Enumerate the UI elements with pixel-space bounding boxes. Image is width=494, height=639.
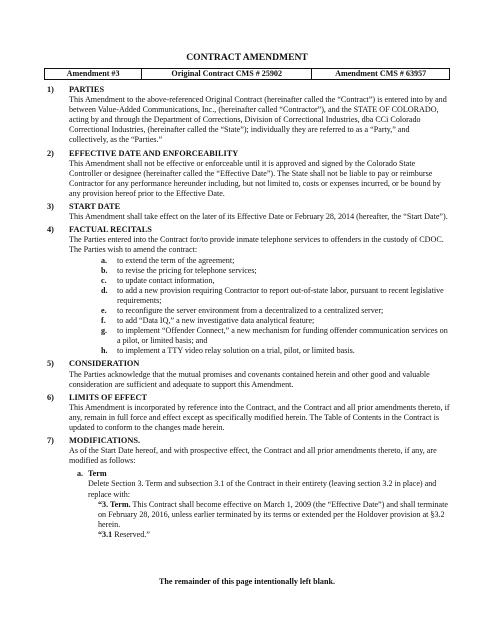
quoted-clause-text: This Contract shall become effective on March 1, 2009 (the “Effective Date”) and shall terminate on February 28, 2016, unless earlier terminated by its terms or extended per the Holdover provision at §3.2 herein.	[98, 499, 448, 529]
section-heading: CONSIDERATION	[69, 359, 140, 369]
list-item-letter: e.	[101, 305, 107, 315]
subsection-body: Delete Section 3. Term and subsection 3.1 of the Contract in their entirety (leaving section 3.2 in place) and replace with:	[88, 479, 437, 499]
amendment-number-cell: Amendment #3	[45, 69, 142, 80]
section-consideration	[44, 359, 450, 389]
quoted-reserved-clause	[98, 530, 450, 540]
quoted-term-clause	[98, 500, 450, 530]
modification-term	[77, 469, 450, 540]
section-body: This Amendment is incorporated by reference into the Contract, and the Contract and all prior amendments thereto, if any, remain in full force and effect except as specifically modified herein. The Table of Contents in the Contract is updated to conform to the changes made herein.	[69, 402, 450, 432]
list-item-letter: g.	[101, 326, 108, 336]
subsection-letter: a.	[77, 469, 84, 479]
section-number: 7)	[47, 436, 54, 446]
amendment-header-table	[44, 68, 450, 80]
section-body: The Parties entered into the Contract for/to provide inmate telephone services to offenders in the custody of CDOC. The Parties wish to amend the contract:	[69, 235, 444, 255]
section-body: The Parties acknowledge that the mutual promises and covenants contained herein and other good and valuable consideration are sufficient and adequate to support this Amendment.	[69, 369, 430, 389]
section-parties	[44, 85, 450, 146]
section-modifications	[44, 436, 450, 540]
list-item	[101, 266, 450, 276]
page-title: CONTRACT AMENDMENT	[186, 52, 308, 63]
section-body: This Amendment shall take effect on the later of its Effective Date or February 28, 2014 (hereafter, the “Start Date”).	[69, 212, 448, 222]
list-item-text: to revise the pricing for telephone services;	[117, 265, 257, 275]
list-item	[101, 256, 450, 266]
list-item-text: to reconfigure the server environment from a decentralized to a centralized server;	[117, 305, 384, 315]
list-item-letter: b.	[101, 265, 108, 275]
section-heading: EFFECTIVE DATE AND ENFORCEABILITY	[69, 148, 239, 158]
list-item	[101, 346, 450, 356]
section-number: 3)	[47, 202, 54, 212]
amendment-cms-cell: Amendment CMS # 63957	[312, 69, 450, 80]
list-item-text: to add a new provision requiring Contractor to report out-of-state labor, pursuant to recent legislative requirements;	[117, 285, 444, 305]
quoted-clause-number: “3.1	[98, 529, 113, 539]
list-item	[101, 326, 450, 346]
list-item-letter: a.	[101, 255, 108, 265]
list-item-text: to implement a TTY video relay solution on a trial, pilot, or limited basis.	[117, 346, 355, 356]
quoted-clause-text: Reserved.”	[112, 529, 150, 539]
section-body: As of the Start Date hereof, and with prospective effect, the Contract and all prior amendments thereto, if any, are modified as follows:	[69, 446, 437, 466]
list-item-letter: c.	[101, 275, 107, 285]
quoted-clause-number: “3. Term.	[98, 499, 131, 509]
section-limits-of-effect	[44, 393, 450, 433]
list-item	[101, 316, 450, 326]
section-heading: FACTUAL RECITALS	[69, 225, 152, 235]
section-number: 1)	[47, 85, 54, 94]
section-number: 6)	[47, 392, 54, 402]
list-item	[101, 286, 450, 306]
section-heading: START DATE	[69, 202, 121, 212]
recitals-list	[101, 256, 450, 357]
list-item-letter: d.	[101, 285, 108, 295]
section-start-date	[44, 202, 450, 222]
page-footer-note: The remainder of this page intentionally left blank.	[159, 577, 335, 586]
list-item-text: to add “Data IQ,” a new investigative data analytical feature;	[117, 316, 315, 326]
section-number: 4)	[47, 225, 54, 235]
section-body: This Amendment to the above-referenced Original Contract (hereinafter called the “Contract”) is entered into by and between Value-Added Communications, Inc., (hereinafter called “Contractor”), and the STATE OF COLORADO, acting by and through the Department of Corrections, Division of Correctional Industries, dba CCi Colorado Correctional Industries, (hereinafter called the “State”); individually they are referred to as a “Party,” and collectively, as the “Parties.”	[69, 95, 447, 145]
section-number: 2)	[47, 148, 54, 158]
list-item	[101, 276, 450, 286]
list-item	[101, 306, 450, 316]
section-heading: MODIFICATIONS.	[69, 436, 141, 446]
list-item-text: to extend the term of the agreement;	[117, 255, 235, 265]
section-heading: LIMITS OF EFFECT	[69, 392, 148, 402]
list-item-letter: f.	[101, 316, 106, 326]
list-item-text: to implement “Offender Connect,” a new mechanism for funding offender communication services on a pilot, or limited basis; and	[117, 326, 448, 346]
list-item-text: to update contact information,	[117, 275, 215, 285]
section-factual-recitals	[44, 225, 450, 356]
section-number: 5)	[47, 359, 54, 369]
subsection-heading: Term	[88, 469, 107, 479]
section-effective-date	[44, 149, 450, 199]
original-contract-cell: Original Contract CMS # 25902	[142, 69, 312, 80]
list-item-letter: h.	[101, 346, 108, 356]
section-body: This Amendment shall not be effective or enforceable until it is approved and signed by the Colorado State Controller or designee (hereinafter called the “Effective Date”). The State shall not be liable to pay or reimburse Contractor for any performance hereunder including, but not limited to, costs or expenses incurred, or be bound by any provision hereof prior to the Effective Date.	[69, 158, 441, 198]
section-heading: PARTIES	[69, 85, 105, 94]
